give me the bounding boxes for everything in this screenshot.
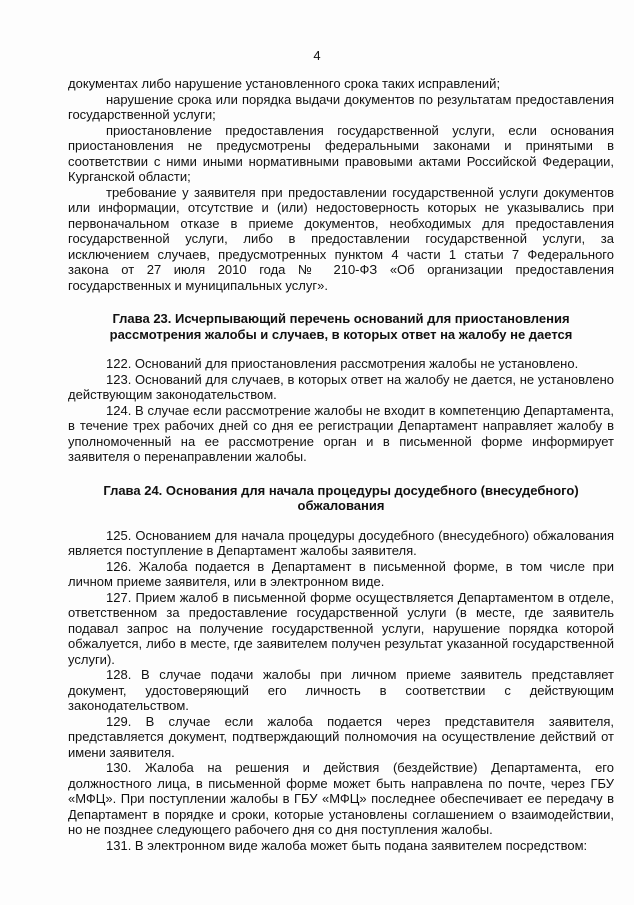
spacer <box>68 293 614 311</box>
spacer <box>68 465 614 483</box>
page-number: 4 <box>313 48 321 63</box>
paragraph-123: 123. Оснований для случаев, в которых ответ на жалобу не дается, не установлено действующим законодательством. <box>68 371 614 402</box>
paragraph-131: 131. В электронном виде жалоба может быть подана заявителем посредством: <box>106 837 588 853</box>
spacer <box>68 514 614 528</box>
chapter-23-heading: Глава 23. Исчерпывающий перечень оснований для приостановления рассмотрения жалобы и случаев, в которых ответ на жалобу не дается <box>109 311 573 342</box>
paragraph-130: 130. Жалоба на решения и действия (бездействие) Департамента, его должностного лица, в письменной форме может быть направлена по почте, через ГБУ «МФЦ». При поступлении жалобы в ГБУ «МФЦ» последнее обеспечивает ее передачу в Департамент в порядке и сроки, которые установлены соглашением о взаимодействии, но не позднее следующего рабочего дня со дня поступления жалобы. <box>68 760 614 837</box>
spacer <box>68 342 614 356</box>
paragraph-128: 128. В случае подачи жалобы при личном приеме заявитель представляет документ, удостоверяющий его личность в соответствии с действующим законодательством. <box>68 667 614 713</box>
paragraph-124: 124. В случае если рассмотрение жалобы не входит в компетенцию Департамента, в течение трех рабочих дней со дня ее регистрации Департамент направляет жалобу в уполномоченный на ее рассмотрение орган и в письменной форме информирует заявителя о перенаправлении жалобы. <box>68 402 614 464</box>
paragraph-list-item: нарушение срока или порядка выдачи документов по результатам предоставления государственной услуги; <box>68 91 614 122</box>
paragraph-129: 129. В случае если жалоба подается через представителя заявителя, представляется документ, подтверждающий полномочия на осуществление действий от имени заявителя. <box>68 713 614 760</box>
paragraph-125: 125. Основанием для начала процедуры досудебного (внесудебного) обжалования является поступление в Департамент жалобы заявителя. <box>68 527 614 558</box>
paragraph-126: 126. Жалоба подается в Департамент в письменной форме, в том числе при личном приеме заявителя, или в электронном виде. <box>68 558 614 589</box>
paragraph-122: 122. Оснований для приостановления рассмотрения жалобы не установлено. <box>106 356 579 371</box>
paragraph-list-item: приостановление предоставления государственной услуги, если основания приостановления не предусмотрены федеральными законами и принятыми в соответствии с ними иными нормативными правовыми актами Российской Федерации, Курганской области; <box>68 122 614 184</box>
document-body <box>68 76 614 853</box>
paragraph-continuation: документах либо нарушение установленного срока таких исправлений; <box>68 76 501 91</box>
paragraph-127: 127. Прием жалоб в письменной форме осуществляется Департаментом в отделе, ответственном за предоставление государственной услуги (в месте, где заявитель подавал запрос на получение государственной услуги, нарушение порядка которой обжалуется, либо в месте, где заявителем получен результат указанной государственной услуги). <box>68 589 614 667</box>
chapter-24-heading: Глава 24. Основания для начала процедуры досудебного (внесудебного) обжалования <box>103 482 579 513</box>
paragraph-list-item: требование у заявителя при предоставлении государственной услуги документов или информации, отсутствие и (или) недостоверность которых не указывались при первоначальном отказе в приеме документов, необходимых для предоставления государственной услуги, либо в предоставлении государственной услуги, за исключением случаев, предусмотренных пунктом 4 части 1 статьи 7 Федерального закона от 27 июля 2010 года № 210-ФЗ «Об организации предоставления государственных и муниципальных услуг». <box>68 184 614 293</box>
